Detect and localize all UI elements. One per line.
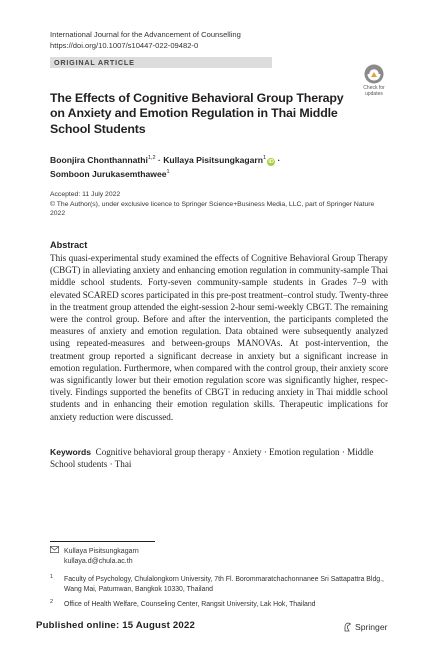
springer-logo [343, 622, 387, 634]
article-type-label: ORIGINAL ARTICLE [54, 58, 135, 67]
author-name[interactable]: Boonjira Chonthannathi [50, 154, 148, 165]
envelope-icon [50, 546, 59, 557]
affiliation-number: 1 [50, 574, 54, 580]
author-list [50, 152, 380, 181]
author-name[interactable]: Kullaya Pisitsungkagarn [163, 154, 264, 165]
published-online-date: Published online: 15 August 2022 [36, 620, 196, 631]
article-type-bar [50, 57, 272, 68]
accepted-date: Accepted: 11 July 2022 [50, 191, 121, 198]
orcid-icon[interactable]: iD [268, 158, 274, 165]
author-name[interactable]: Somboon Jurukasemthawee [50, 169, 167, 180]
journal-header [50, 30, 241, 51]
affiliation-2 [50, 600, 388, 610]
article-title: The Effects of Cognitive Behavioral Group Therapy on Anxiety and Emotion Regulation in Thai Middle School Students [50, 91, 344, 136]
affiliation-1 [50, 575, 388, 594]
footnote-divider [50, 541, 155, 542]
abstract-heading: Abstract [50, 240, 88, 250]
keywords-label: Keywords [50, 447, 92, 457]
correspondence-email[interactable]: kullaya.d@chula.ac.th [64, 557, 133, 565]
author-separator: · [277, 154, 281, 165]
author-affiliation-mark: 1 [263, 155, 267, 161]
doi-link[interactable]: https://doi.org/10.1007/s10447-022-09482-0 [50, 40, 199, 50]
author-affiliation-mark: 1,2 [147, 155, 156, 161]
badge-text: Check for updates [363, 85, 385, 97]
keywords-text: Cognitive behavioral group therapy · Anxiety · Emotion regulation · Middle School students · Thai [50, 447, 374, 470]
author-separator: · [157, 154, 161, 165]
abstract-body: This quasi-experimental study examined the effects of Cognitive Behavioral Group Therapy (CBGT) in alleviating anxiety and enhancing emotion regulation in community-sample Thai middle school students. Forty-seven community-sample students in Grades 7–9 with elevated SCARED scores participated in this pre-post treatment–control study. Twenty-three in the treatment group attended the eight-session 2-hour semi-weekly CBGT. The remaining were the control group. Before and after the intervention, the participants completed the measures of anxiety and emotion regulation. Data obtained were subsequently analyzed using repeated-measures and between-groups MANOVAs. At post-intervention, the treatment group reported a significant decrease in anxiety but a significant increase in emotion regulation. Furthermore, when compared with the control group, their anxiety score was significantly lower but their emotion regulation score was significantly higher, respectively. Findings supported the benefits of CBGT in reducing anxiety in Thai middle school students and in enhancing their emotion regulation skills. Therapeutic implications for anxiety reduction were discussed. [50, 253, 388, 422]
check-for-updates-badge[interactable] [357, 63, 391, 99]
journal-name: International Journal for the Advancement of Counselling [50, 30, 241, 39]
correspondence-block [50, 546, 388, 567]
affiliation-text: Office of Health Welfare, Counseling Center, Rangsit University, Lak Hok, Thailand [64, 601, 316, 608]
affiliation-text: Faculty of Psychology, Chulalongkorn University, 7th Fl. Borommaratchachonnanee Sri Sattapattra Bldg., Wang Mai, Patumwan, Bangkok 10330, Thailand [64, 576, 384, 593]
affiliation-number: 2 [50, 599, 54, 605]
check-for-updates-icon [357, 63, 391, 87]
copyright-notice: © The Author(s), under exclusive licence to Springer Science+Business Media, LLC, part of Springer Nature 2022 [50, 200, 375, 217]
author-affiliation-mark: 1 [166, 169, 170, 176]
publisher-name: Springer [355, 622, 388, 632]
article-meta [50, 190, 385, 219]
correspondence-name: Kullaya Pisitsungkagarn [64, 548, 139, 555]
keywords-block [50, 446, 388, 470]
springer-horse-icon [343, 622, 352, 634]
